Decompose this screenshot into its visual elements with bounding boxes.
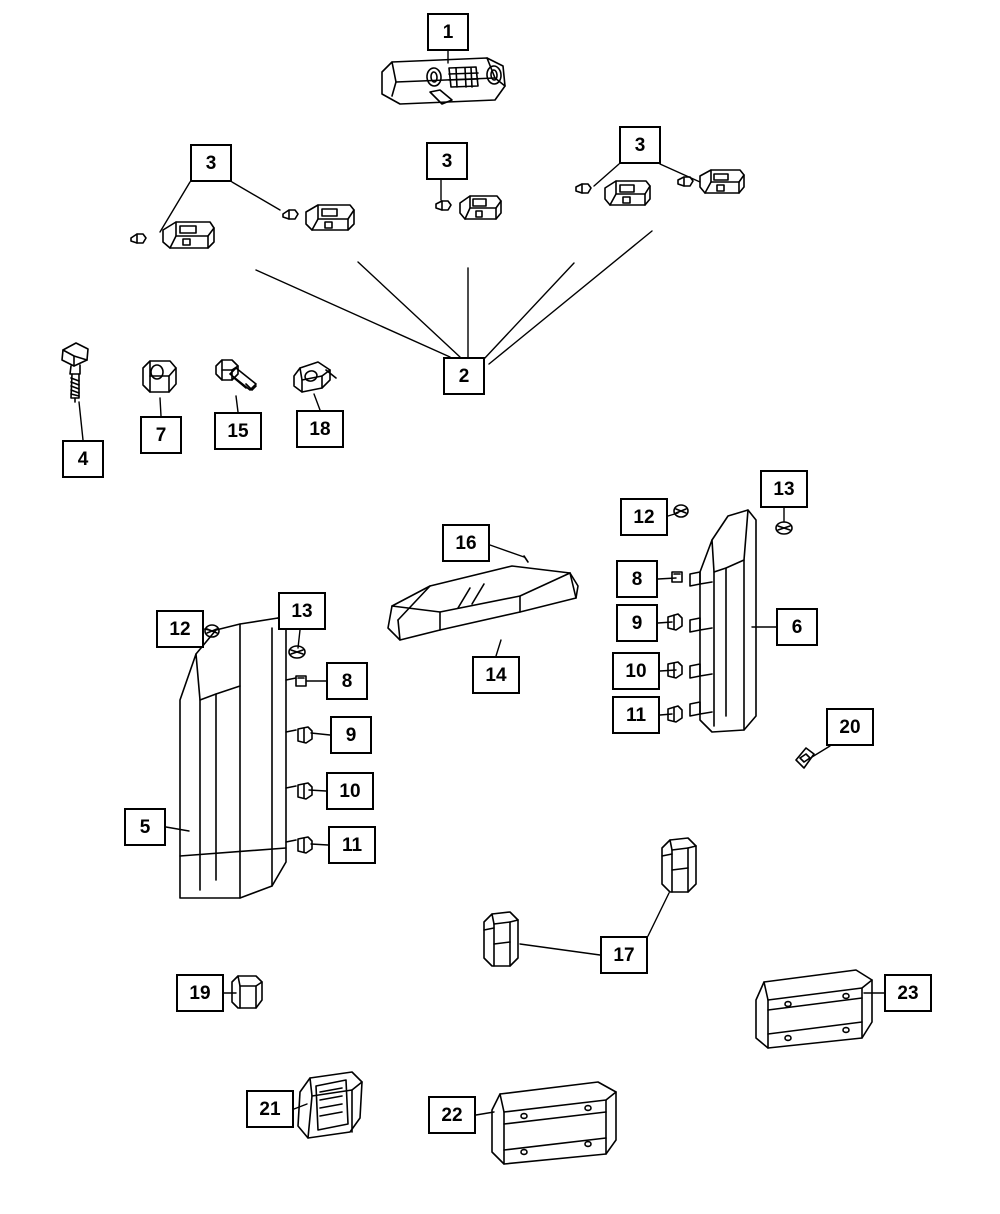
- fasteners-right: [668, 505, 792, 722]
- callout-23[interactable]: 23: [884, 974, 932, 1012]
- callout-3-center[interactable]: 3: [426, 142, 468, 180]
- callout-20[interactable]: 20: [826, 708, 874, 746]
- callout-8-right[interactable]: 8: [616, 560, 658, 598]
- part-handle-bezel: [298, 1072, 362, 1138]
- callout-5[interactable]: 5: [124, 808, 166, 846]
- callout-10-right[interactable]: 10: [612, 652, 660, 690]
- callout-11-right[interactable]: 11: [612, 696, 660, 734]
- callout-3-left[interactable]: 3: [190, 144, 232, 182]
- callout-16[interactable]: 16: [442, 524, 490, 562]
- part-bin-lower: [492, 1082, 616, 1164]
- callout-12-left[interactable]: 12: [156, 610, 204, 648]
- callout-12-right[interactable]: 12: [620, 498, 668, 536]
- callout-13-right[interactable]: 13: [760, 470, 808, 508]
- part-diamond-plug: [796, 748, 814, 768]
- callout-13-left[interactable]: 13: [278, 592, 326, 630]
- callout-9-left[interactable]: 9: [330, 716, 372, 754]
- part-overhead-console: [382, 58, 505, 104]
- callout-8-left[interactable]: 8: [326, 662, 368, 700]
- part-lamp-right: [576, 170, 744, 205]
- callout-1[interactable]: 1: [427, 13, 469, 51]
- part-clip-15: [216, 360, 256, 390]
- callout-19[interactable]: 19: [176, 974, 224, 1012]
- part-lamp-center: [436, 196, 501, 219]
- callout-9-right[interactable]: 9: [616, 604, 658, 642]
- part-small-cap: [232, 976, 262, 1008]
- callout-14[interactable]: 14: [472, 656, 520, 694]
- part-panel-left: [180, 618, 296, 898]
- fasteners-left: [205, 625, 312, 853]
- callout-18[interactable]: 18: [296, 410, 344, 448]
- callout-2[interactable]: 2: [443, 357, 485, 395]
- part-bracket-clip: [294, 362, 336, 392]
- callout-17[interactable]: 17: [600, 936, 648, 974]
- part-molding-strip: [388, 556, 578, 640]
- callout-4[interactable]: 4: [62, 440, 104, 478]
- part-bin-upper: [756, 970, 872, 1048]
- callout-10-left[interactable]: 10: [326, 772, 374, 810]
- callout-22[interactable]: 22: [428, 1096, 476, 1134]
- callout-6[interactable]: 6: [776, 608, 818, 646]
- callout-11-left[interactable]: 11: [328, 826, 376, 864]
- callout-3-right[interactable]: 3: [619, 126, 661, 164]
- callout-15[interactable]: 15: [214, 412, 262, 450]
- part-panel-right: [690, 510, 756, 732]
- callout-7[interactable]: 7: [140, 416, 182, 454]
- part-bolt: [62, 343, 88, 402]
- part-grommet: [143, 361, 176, 392]
- callout-21[interactable]: 21: [246, 1090, 294, 1128]
- part-lamp-left: [131, 205, 354, 248]
